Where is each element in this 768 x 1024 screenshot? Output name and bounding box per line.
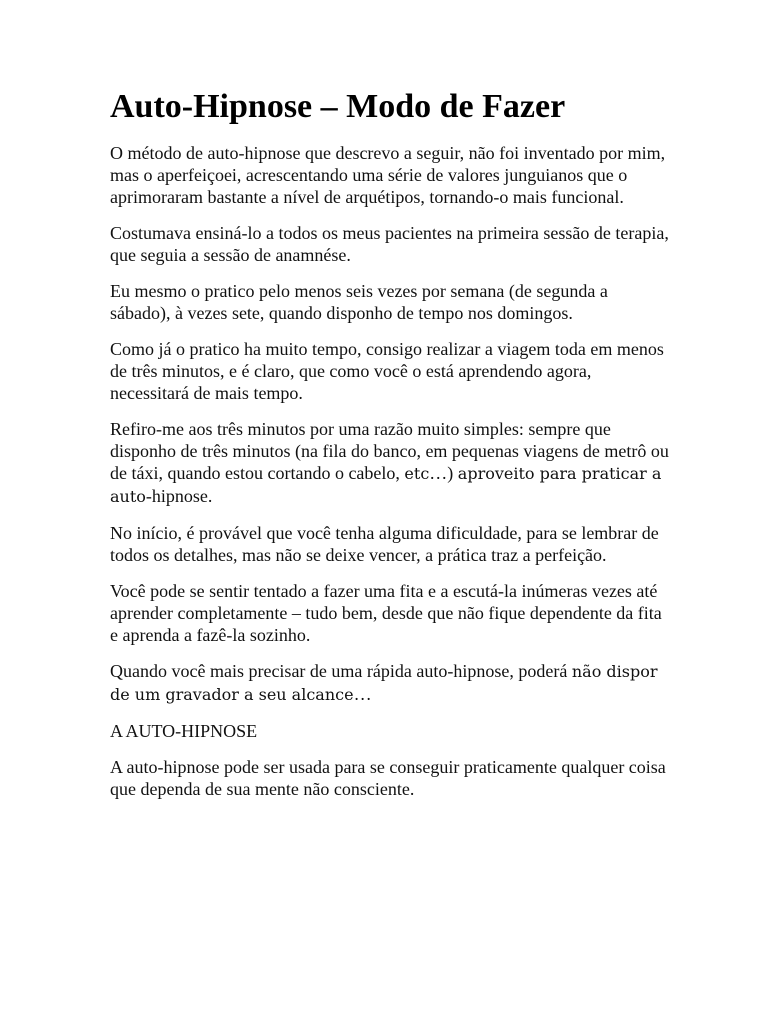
paragraph-9: A auto-hipnose pode ser usada para se conseguir praticamente qualquer coisa que dependa de sua mente não consciente.: [110, 757, 666, 799]
paragraph-6: No início, é provável que você tenha alguma dificuldade, para se lembrar de todos os detalhes, mas não se deixe vencer, a prática traz a perfeição.: [110, 523, 659, 565]
paragraph-5-normal-a: …): [429, 463, 454, 483]
paragraph-1: O método de auto-hipnose que descrevo a seguir, não foi inventado por mim, mas o aperfeiçoei, acrescentando uma série de valores junguianos que o aprimoraram bastante a nível de arquétipos, tornando-o mais funcional.: [110, 143, 666, 207]
document-page: [110, 86, 670, 814]
paragraph-5-alt-a: etc: [404, 464, 430, 483]
paragraph-2: Costumava ensiná-lo a todos os meus pacientes na primeira sessão de terapia, que seguia a sessão de anamnése.: [110, 223, 669, 265]
paragraph-7: Você pode se sentir tentado a fazer uma fita e a escutá-la inúmeras vezes até aprender completamente – tudo bem, desde que não fique dependente da fita e aprenda a fazê-la sozinho.: [110, 581, 662, 645]
paragraph-8-main: Quando você mais precisar de uma rápida auto-hipnose, poderá: [110, 661, 568, 681]
document-title: Auto-Hipnose – Modo de Fazer: [110, 88, 566, 125]
paragraph-8-alt: não dispor de um gravador a seu alcance: [110, 662, 658, 704]
paragraph-4: Como já o pratico ha muito tempo, consigo realizar a viagem toda em menos de três minutos, e é claro, que como você o está aprendendo agora, necessitará de mais tempo.: [110, 339, 664, 403]
paragraph-5-main: Refiro-me aos três minutos por uma razão muito simples: sempre que disponho de três minutos (na fila do banco, em pequenas viagens de metrô ou de táxi, quando estou cortando o cabelo,: [110, 419, 669, 483]
section-heading: A AUTO-HIPNOSE: [110, 721, 258, 741]
paragraph-8-normal: …: [353, 684, 372, 704]
paragraph-5-normal-b: -hipnose.: [145, 486, 213, 506]
paragraph-8: [110, 660, 670, 706]
paragraph-5-alt-b: aproveito para praticar a auto: [110, 464, 662, 506]
paragraph-3: Eu mesmo o pratico pelo menos seis vezes por semana (de segunda a sábado), à vezes sete, quando disponho de tempo nos domingos.: [110, 281, 608, 323]
paragraph-5: [110, 418, 670, 508]
